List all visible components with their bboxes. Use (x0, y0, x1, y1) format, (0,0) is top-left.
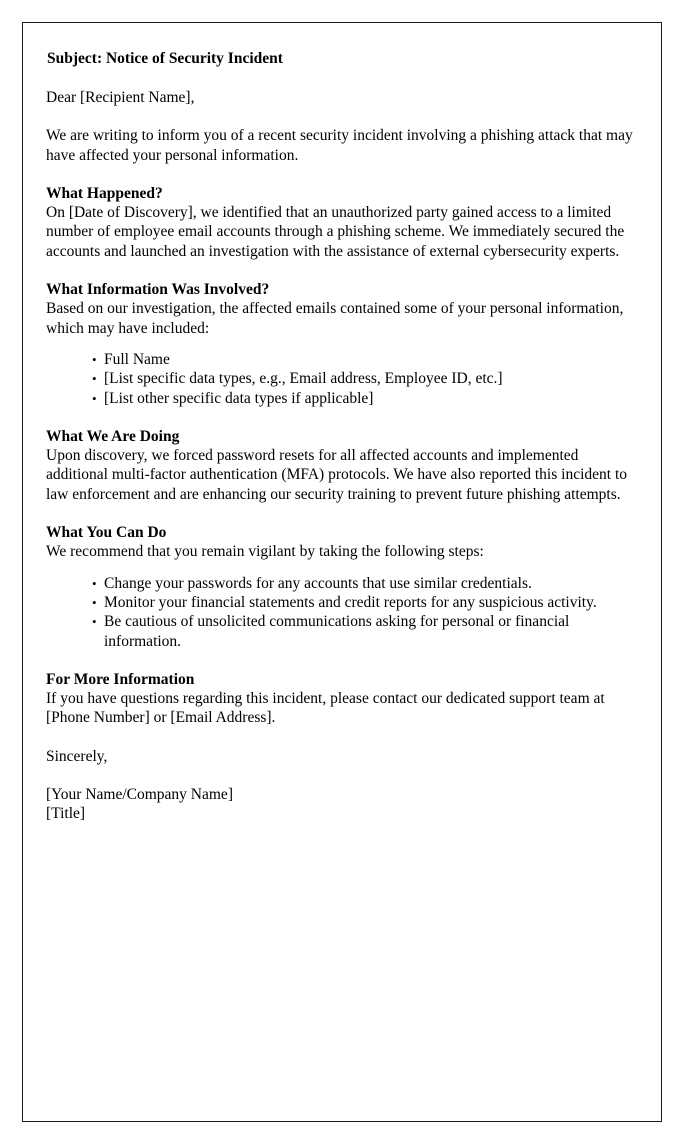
spacer (46, 68, 635, 88)
list-item: • Change your passwords for any accounts that use similar credentials. (92, 574, 635, 593)
section-heading-what-happened: What Happened? (46, 184, 163, 202)
section-heading-what-you-can-do: What You Can Do (46, 524, 167, 542)
salutation: Dear [Recipient Name], (46, 89, 195, 106)
spacer (46, 261, 635, 280)
spacer (46, 338, 635, 350)
spacer (46, 562, 635, 574)
section-heading-for-more-information: For More Information (46, 670, 195, 688)
signature-title: [Title] (46, 805, 86, 823)
spacer (46, 165, 635, 184)
section-body-what-we-are-doing: Upon discovery, we forced password resets for all affected accounts and implemented additional multi-factor authentication (MFA) protocols. We have also reported this incident to law enforcement and are enhancing our security training to prevent future phishing attempts. (46, 447, 628, 503)
list-item: • [List specific data types, e.g., Email address, Employee ID, etc.] (92, 369, 635, 388)
spacer (46, 728, 635, 747)
list-item: • [List other specific data types if applicable] (92, 389, 635, 408)
intro-paragraph: We are writing to inform you of a recent security incident involving a phishing attack that may have affected your personal information. (46, 127, 633, 164)
spacer (46, 766, 635, 785)
document-body (23, 23, 661, 824)
section-body-what-happened: On [Date of Discovery], we identified that an unauthorized party gained access to a limited number of employee email accounts through a phishing scheme. We immediately secured the accounts and launched an investigation with the assistance of external cybersecurity experts. (46, 204, 625, 260)
section-heading-what-information: What Information Was Involved? (46, 281, 270, 299)
list-item: • Full Name (92, 350, 635, 369)
list-item: • Be cautious of unsolicited communications asking for personal or financial information. (92, 612, 635, 651)
section-body-what-you-can-do: We recommend that you remain vigilant by taking the following steps: (46, 543, 484, 561)
section-heading-what-we-are-doing: What We Are Doing (46, 427, 180, 445)
bullet-list-recommended-steps (46, 574, 635, 651)
document-subject-line: Subject: Notice of Security Incident (47, 50, 283, 67)
section-body-for-more-information: If you have questions regarding this incident, please contact our dedicated support team at [Phone Number] or [Email Address]. (46, 690, 605, 727)
signature-name: [Your Name/Company Name] (46, 786, 233, 804)
spacer (46, 651, 635, 670)
spacer (46, 107, 635, 126)
closing-line: Sincerely, (46, 747, 108, 765)
section-body-what-information: Based on our investigation, the affected emails contained some of your personal information, which may have included: (46, 300, 624, 337)
bullet-list-information-types (46, 350, 635, 408)
list-item: • Monitor your financial statements and credit reports for any suspicious activity. (92, 593, 635, 612)
document-page (22, 22, 662, 1122)
spacer (46, 504, 635, 523)
spacer (46, 408, 635, 427)
